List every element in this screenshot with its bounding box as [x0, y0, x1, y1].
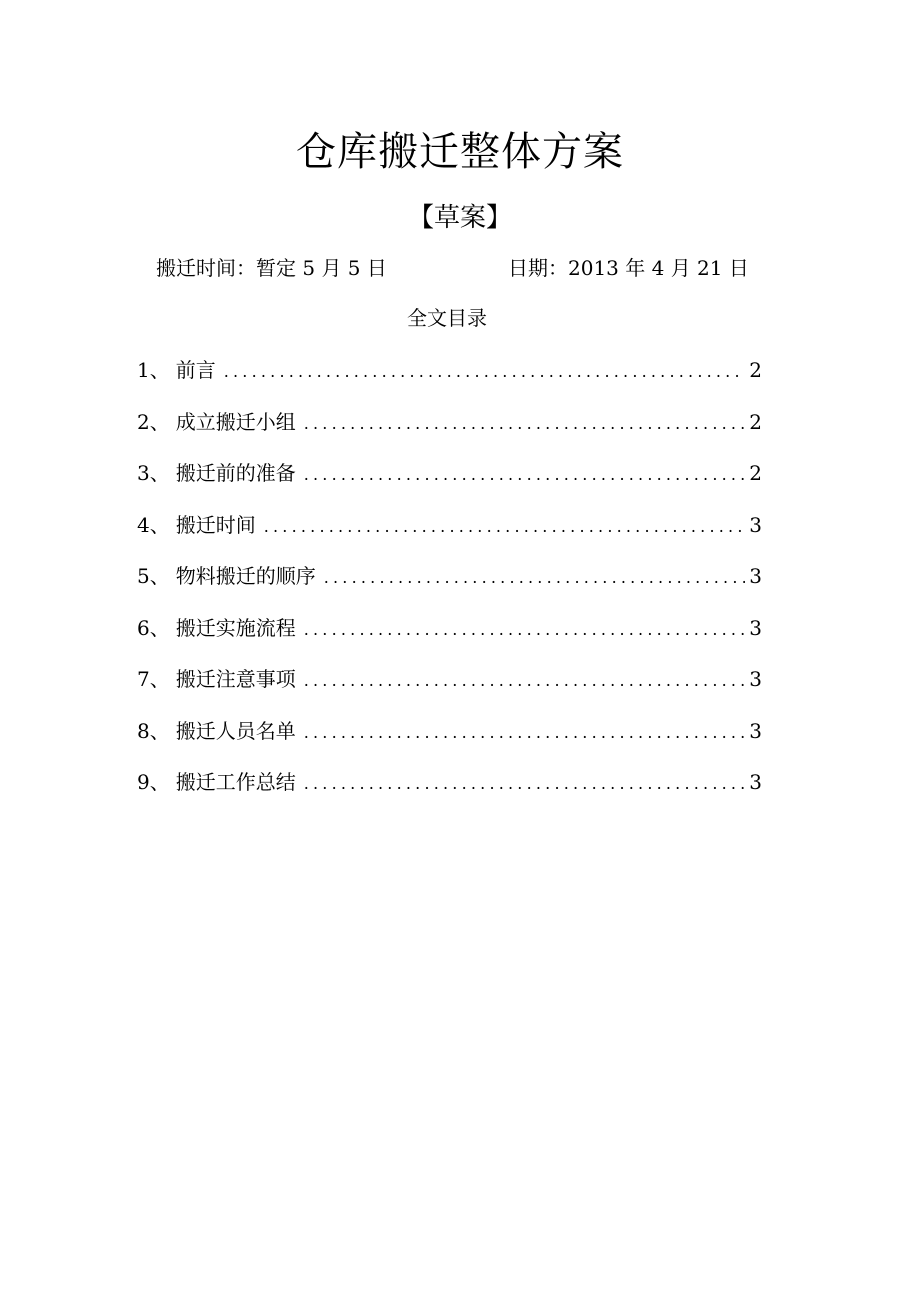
toc-leader-dots: [324, 563, 746, 593]
toc-entry-label: 搬迁注意事项: [175, 667, 296, 691]
toc-entry-number: 8、: [137, 718, 170, 743]
page-title: 仓库搬迁整体方案: [296, 129, 624, 175]
toc-entry-label: 搬迁时间: [175, 512, 256, 537]
draft-subtitle: 【草案】: [407, 203, 512, 233]
toc-entry[interactable]: [137, 407, 762, 459]
toc-leader-dots: [304, 769, 746, 799]
toc-entry[interactable]: [137, 664, 762, 716]
toc-leader-dots: [304, 718, 746, 748]
toc-entry[interactable]: [137, 510, 762, 562]
toc-entry[interactable]: [137, 561, 762, 613]
toc-entry-number: 6、: [137, 615, 170, 640]
toc-entry-label: 成立搬迁小组: [175, 409, 296, 434]
toc-entry-page: 2: [749, 461, 762, 485]
toc-entry[interactable]: [137, 613, 762, 665]
document-date: 日期：2013 年 4 月 21 日: [508, 256, 749, 280]
toc-entry-page: 3: [749, 718, 762, 743]
toc-entry-number: 3、: [137, 461, 170, 485]
table-of-contents: [137, 355, 762, 819]
toc-entry-number: 2、: [137, 409, 170, 434]
toc-entry-label: 搬迁实施流程: [175, 615, 296, 640]
toc-entry[interactable]: [137, 767, 762, 819]
toc-leader-dots: [224, 357, 746, 387]
toc-entry[interactable]: [137, 716, 762, 768]
toc-entry-page: 3: [749, 667, 762, 691]
toc-entry-page: 3: [749, 564, 762, 588]
toc-leader-dots: [304, 666, 746, 696]
toc-entry-number: 5、: [137, 564, 170, 588]
toc-entry-page: 2: [749, 358, 762, 382]
toc-entry-page: 3: [749, 770, 762, 794]
toc-leader-dots: [304, 409, 746, 439]
toc-entry-label: 物料搬迁的顺序: [175, 564, 316, 588]
toc-entry-page: 2: [749, 409, 762, 434]
toc-leader-dots: [264, 512, 746, 542]
toc-entry-label: 搬迁工作总结: [175, 770, 296, 794]
toc-entry-number: 9、: [137, 770, 170, 794]
toc-leader-dots: [304, 460, 746, 490]
toc-entry-label: 搬迁前的准备: [175, 461, 296, 485]
toc-entry[interactable]: [137, 355, 762, 407]
toc-entry-number: 4、: [137, 512, 170, 537]
toc-entry-number: 7、: [137, 667, 170, 691]
toc-heading: 全文目录: [407, 306, 487, 330]
toc-entry[interactable]: [137, 458, 762, 510]
toc-entry-label: 搬迁人员名单: [175, 718, 296, 743]
move-time: 搬迁时间：暂定 5 月 5 日: [156, 256, 387, 280]
toc-entry-label: 前言: [175, 358, 216, 382]
toc-entry-number: 1、: [137, 358, 170, 382]
toc-entry-page: 3: [749, 512, 762, 537]
toc-leader-dots: [304, 615, 746, 645]
toc-entry-page: 3: [749, 615, 762, 640]
